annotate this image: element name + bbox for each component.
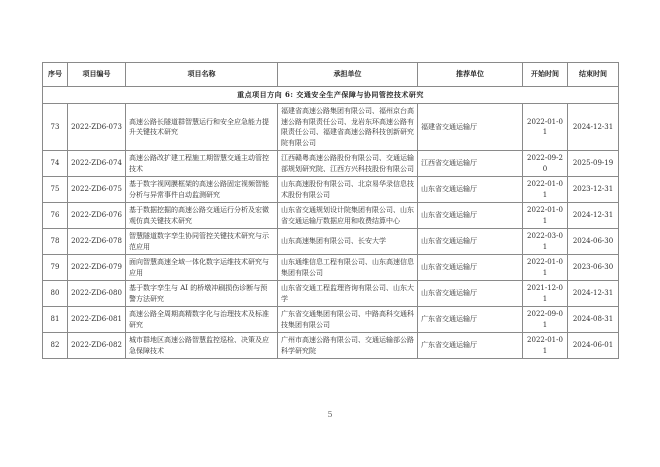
cell-name: 城市群地区高速公路智慧监控巡检、决策及应急保障技术 [126, 333, 278, 359]
cell-recommender: 山东省交通运输厅 [418, 255, 523, 281]
cell-end: 2024-06-01 [568, 333, 619, 359]
table-row [43, 333, 619, 359]
cell-recommender: 山东省交通运输厅 [418, 177, 523, 203]
table-row [43, 281, 619, 307]
cell-end: 2023-06-30 [568, 255, 619, 281]
column-header-code: 项目编号 [68, 63, 126, 87]
cell-code: 2022-ZD6-079 [68, 255, 126, 281]
cell-recommender: 广东省交通运输厅 [418, 307, 523, 333]
cell-no: 75 [43, 177, 68, 203]
table-row [43, 203, 619, 229]
cell-org: 山东高速股份有限公司、北京易华录信息技术股份有限公司 [278, 177, 418, 203]
cell-no: 82 [43, 333, 68, 359]
cell-no: 74 [43, 151, 68, 177]
cell-start: 2022-03-01 [523, 229, 568, 255]
cell-code: 2022-ZD6-075 [68, 177, 126, 203]
table-row [43, 307, 619, 333]
cell-org: 山东高速集团有限公司、长安大学 [278, 229, 418, 255]
cell-org: 山东通维信息工程有限公司、山东高速信息集团有限公司 [278, 255, 418, 281]
column-header-no: 序号 [43, 63, 68, 87]
cell-start: 2022-01-01 [523, 255, 568, 281]
page-number: 5 [327, 410, 333, 419]
cell-no: 73 [43, 104, 68, 151]
section-title: 重点项目方向 6: 交通安全生产保障与协同管控技术研究 [43, 87, 619, 104]
cell-end: 2025-09-19 [568, 151, 619, 177]
cell-start: 2022-01-01 [523, 333, 568, 359]
cell-name: 基于数字视网膜框架的高速公路固定视频智能分析与异常事件自动监测研究 [126, 177, 278, 203]
cell-no: 81 [43, 307, 68, 333]
cell-name: 基于数字孪生与 AI 的桥墩冲刷损伤诊断与预警方法研究 [126, 281, 278, 307]
column-header-name: 项目名称 [126, 63, 278, 87]
cell-code: 2022-ZD6-074 [68, 151, 126, 177]
column-header-org: 承担单位 [278, 63, 418, 87]
cell-code: 2022-ZD6-076 [68, 203, 126, 229]
cell-recommender: 广东省交通运输厅 [418, 333, 523, 359]
cell-name: 面向智慧高速全域一体化数字运维技术研究与应用 [126, 255, 278, 281]
cell-org: 广东省交通集团有限公司、中路高科交通科技集团有限公司 [278, 307, 418, 333]
cell-name: 高速公路长隧道群智慧运行和安全应急能力提升关键技术研究 [126, 104, 278, 151]
cell-code: 2022-ZD6-082 [68, 333, 126, 359]
column-header-start: 开始时间 [523, 63, 568, 87]
header-row [43, 63, 619, 87]
cell-start: 2021-12-01 [523, 281, 568, 307]
cell-recommender: 山东省交通运输厅 [418, 229, 523, 255]
cell-end: 2024-06-30 [568, 229, 619, 255]
cell-recommender: 江西省交通运输厅 [418, 151, 523, 177]
column-header-end: 结束时间 [568, 63, 619, 87]
cell-start: 2022-01-01 [523, 203, 568, 229]
table-row [43, 255, 619, 281]
cell-code: 2022-ZD6-081 [68, 307, 126, 333]
cell-no: 78 [43, 229, 68, 255]
cell-end: 2024-12-31 [568, 104, 619, 151]
cell-start: 2022-01-01 [523, 177, 568, 203]
column-header-recommender: 推荐单位 [418, 63, 523, 87]
cell-no: 80 [43, 281, 68, 307]
cell-recommender: 福建省交通运输厅 [418, 104, 523, 151]
cell-org: 山东省交通规划设计院集团有限公司、山东省交通运输厅数据应用和收费结算中心 [278, 203, 418, 229]
cell-end: 2024-08-31 [568, 307, 619, 333]
cell-code: 2022-ZD6-078 [68, 229, 126, 255]
cell-start: 2022-09-01 [523, 307, 568, 333]
section-title-row [43, 87, 619, 104]
cell-end: 2024-12-31 [568, 281, 619, 307]
table-row [43, 104, 619, 151]
table-row [43, 151, 619, 177]
cell-name: 高速公路全周期高精数字化与治理技术及标准研究 [126, 307, 278, 333]
cell-code: 2022-ZD6-073 [68, 104, 126, 151]
cell-recommender: 山东省交通运输厅 [418, 281, 523, 307]
cell-name: 智慧隧道数字孪生协同管控关键技术研究与示范应用 [126, 229, 278, 255]
cell-no: 76 [43, 203, 68, 229]
table-row [43, 229, 619, 255]
cell-recommender: 山东省交通运输厅 [418, 203, 523, 229]
cell-no: 79 [43, 255, 68, 281]
cell-start: 2022-01-01 [523, 104, 568, 151]
cell-org: 山东省交通工程监理咨询有限公司、山东大学 [278, 281, 418, 307]
cell-org: 福建省高速公路集团有限公司、福州京台高速公路有限责任公司、龙岩东环高速公路有限责任公司、福建省高速公路科技创新研究院有限公司 [278, 104, 418, 151]
cell-name: 基于数据挖掘的高速公路交通运行分析及宏微观仿真关键技术研究 [126, 203, 278, 229]
cell-end: 2024-12-31 [568, 203, 619, 229]
projects-table [42, 62, 619, 359]
cell-org: 广州市高速公路有限公司、交通运输部公路科学研究院 [278, 333, 418, 359]
cell-code: 2022-ZD6-080 [68, 281, 126, 307]
cell-org: 江西赣粤高速公路股份有限公司、交通运输部规划研究院、江西方兴科技股份有限公司 [278, 151, 418, 177]
cell-name: 高速公路改扩建工程施工期智慧交通主动管控技术 [126, 151, 278, 177]
table-row [43, 177, 619, 203]
cell-start: 2022-09-20 [523, 151, 568, 177]
cell-end: 2023-12-31 [568, 177, 619, 203]
